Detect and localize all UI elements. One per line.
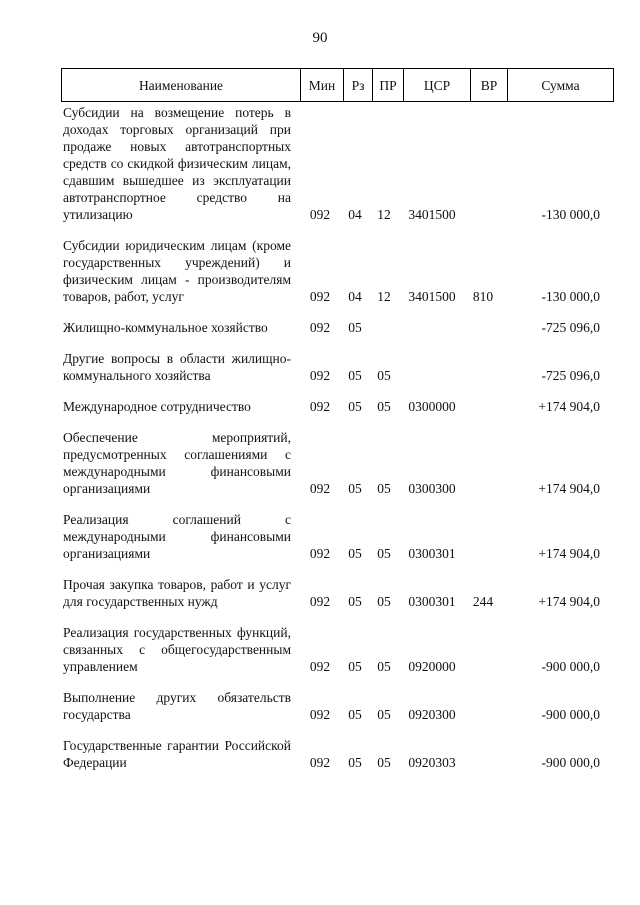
row-csr: 3401500: [408, 289, 456, 304]
row-pr: 05: [377, 707, 391, 722]
table-row: [61, 624, 614, 675]
table-row: [61, 689, 614, 723]
row-rz: 04: [348, 289, 362, 304]
row-vr: 244: [472, 594, 494, 609]
row-name: Жилищно-коммунальное хозяйство: [63, 320, 268, 335]
row-min: 092: [309, 289, 331, 304]
row-sum: -900 000,0: [541, 707, 600, 722]
row-sum: +174 904,0: [538, 399, 600, 414]
table-body: [61, 102, 614, 771]
row-name: Выполнение других обязательств государства: [63, 690, 291, 722]
table-row: [61, 350, 614, 384]
row-min: 092: [309, 399, 331, 414]
row-pr: 05: [377, 594, 391, 609]
row-name: Реализация соглашений с международными финансовыми организациями: [63, 512, 291, 561]
row-sum: -725 096,0: [541, 320, 600, 335]
row-rz: 05: [348, 399, 362, 414]
page-number: 90: [312, 30, 328, 46]
row-rz: 05: [348, 594, 362, 609]
row-min: 092: [309, 320, 331, 335]
row-pr: 05: [377, 399, 391, 414]
row-name: Субсидии юридическим лицам (кроме государственных учреждений) и физическим лицам - производителям товаров, работ, услуг: [63, 238, 291, 304]
header-vr: ВР: [470, 69, 507, 101]
table-row: [61, 398, 614, 415]
row-rz: 05: [348, 707, 362, 722]
row-min: 092: [309, 755, 331, 770]
row-pr: 05: [377, 481, 391, 496]
header-sum: Сумма: [507, 69, 613, 101]
row-name: Субсидии на возмещение потерь в доходах торговых организаций при продаже новых автотранспортных средств со скидкой физическим лицам, сдавшим вышедшее из эксплуатации автотранспортное средство на утилизацию: [63, 105, 291, 222]
header-rz: Рз: [343, 69, 372, 101]
header-csr: ЦСР: [403, 69, 470, 101]
header-name: Наименование: [138, 77, 224, 93]
row-sum: +174 904,0: [538, 481, 600, 496]
row-min: 092: [309, 707, 331, 722]
row-rz: 05: [348, 546, 362, 561]
row-csr: 3401500: [408, 207, 456, 222]
row-pr: 05: [377, 368, 391, 383]
table-header: [61, 68, 614, 102]
row-sum: -130 000,0: [541, 207, 600, 222]
row-sum: +174 904,0: [538, 546, 600, 561]
row-vr: 810: [472, 289, 494, 304]
row-sum: -900 000,0: [541, 755, 600, 770]
table-row: [61, 104, 614, 223]
row-rz: 05: [348, 368, 362, 383]
table-row: [61, 511, 614, 562]
row-pr: 05: [377, 659, 391, 674]
row-csr: 0920000: [408, 659, 456, 674]
row-pr: 12: [377, 207, 391, 222]
row-sum: -900 000,0: [541, 659, 600, 674]
row-min: 092: [309, 368, 331, 383]
row-csr: 0300301: [408, 546, 456, 561]
row-csr: 0920303: [408, 755, 456, 770]
table-row: [61, 737, 614, 771]
row-rz: 04: [348, 207, 362, 222]
row-rz: 05: [348, 481, 362, 496]
table-row: [61, 237, 614, 305]
row-pr: 05: [377, 546, 391, 561]
row-name: Обеспечение мероприятий, предусмотренных соглашениями с международными финансовыми организациями: [63, 430, 291, 496]
row-min: 092: [309, 659, 331, 674]
row-csr: 0300301: [408, 594, 456, 609]
table-row: [61, 429, 614, 497]
row-rz: 05: [348, 755, 362, 770]
row-name: Другие вопросы в области жилищно-коммунального хозяйства: [63, 351, 291, 383]
table-row: [61, 319, 614, 336]
budget-table: [61, 68, 614, 785]
header-min: Мин: [300, 69, 343, 101]
table-row: [61, 576, 614, 610]
row-sum: +174 904,0: [538, 594, 600, 609]
row-csr: 0300300: [408, 481, 456, 496]
row-csr: 0300000: [408, 399, 456, 414]
row-min: 092: [309, 594, 331, 609]
row-name: Международное сотрудничество: [63, 399, 251, 414]
header-pr: ПР: [372, 69, 403, 101]
row-name: Реализация государственных функций, связанных с общегосударственным управлением: [63, 625, 291, 674]
row-csr: 0920300: [408, 707, 456, 722]
row-pr: 12: [377, 289, 391, 304]
row-min: 092: [309, 546, 331, 561]
row-rz: 05: [348, 320, 362, 335]
row-sum: -725 096,0: [541, 368, 600, 383]
row-pr: 05: [377, 755, 391, 770]
row-min: 092: [309, 481, 331, 496]
row-name: Государственные гарантии Российской Федерации: [63, 738, 291, 770]
row-rz: 05: [348, 659, 362, 674]
row-min: 092: [309, 207, 331, 222]
row-sum: -130 000,0: [541, 289, 600, 304]
row-name: Прочая закупка товаров, работ и услуг для государственных нужд: [63, 577, 291, 609]
